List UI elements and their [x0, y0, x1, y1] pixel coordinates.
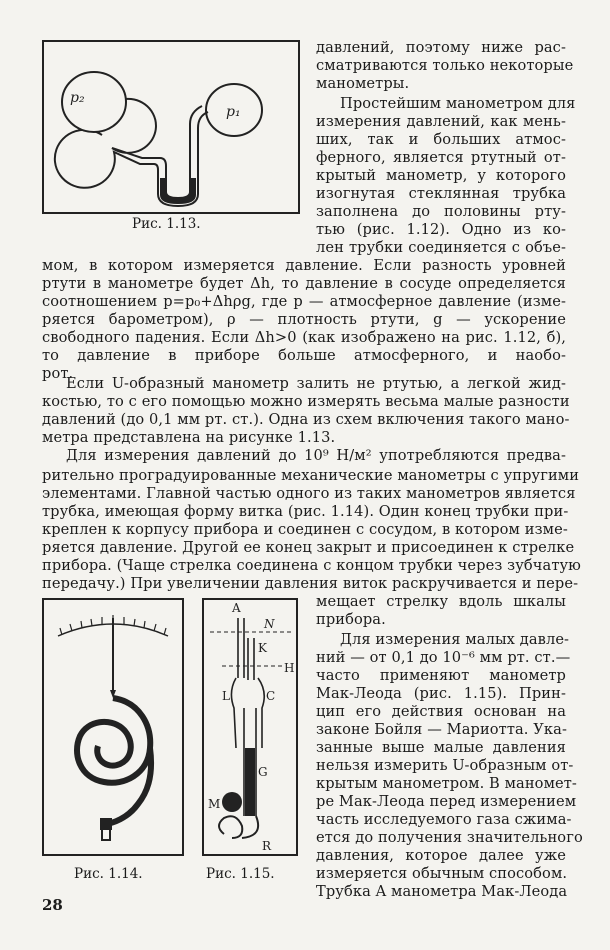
text-line: трубка, имеющая форму витка (рис. 1.14). Один конец трубки при-	[42, 503, 569, 520]
text-line: Простейшим манометром для	[340, 95, 576, 112]
text-line: тью (рис. 1.12). Одно из ко-	[316, 221, 566, 238]
text-line: крытым манометром. В маномет-	[316, 775, 577, 792]
text-line: измерения давлений, как мень-	[316, 113, 566, 130]
u-tube-manometer-diagram	[42, 40, 302, 240]
text-line: соотношением p=p₀+Δhρg, где p — атмосферное давление (изме-	[42, 293, 566, 310]
text-line: метра представлена на рисунке 1.13.	[42, 429, 336, 446]
text-line: прибора. (Чаще стрелка соединена с концом трубки через зубчатую	[42, 557, 581, 574]
text-line: ферного, является ртутный от-	[316, 149, 566, 166]
text-line: Для измерения давлений до 10⁹ Н/м² употребляются предва-	[66, 447, 566, 464]
mcleod-gauge-diagram	[202, 598, 298, 858]
bourdon-gauge-diagram	[42, 598, 184, 858]
figure-1-15	[202, 598, 298, 858]
label-m: M	[208, 797, 221, 811]
text-line: свободного падения. Если Δh>0 (как изображено на рис. 1.12, б),	[42, 329, 566, 346]
text-line: креплен к корпусу прибора и соединен с сосудом, в котором изме-	[42, 521, 568, 538]
text-line: давления, которое далее уже	[316, 847, 566, 864]
text-line: прибора.	[316, 611, 386, 628]
label-n: N	[264, 617, 275, 631]
text-line: мом, в котором измеряется давление. Если разность уровней	[42, 257, 566, 274]
text-line: измеряется обычным способом.	[316, 865, 568, 882]
figure-1-15-caption: Рис. 1.15.	[206, 866, 275, 882]
text-line: давлений (до 0,1 мм рт. ст.). Одна из схем включения такого мано-	[42, 411, 570, 428]
label-p1: p₁	[226, 104, 241, 120]
text-line: ряется давление. Другой ее конец закрыт и присоединен к стрелке	[42, 539, 575, 556]
figure-1-13-caption: Рис. 1.13.	[132, 216, 201, 232]
text-line: нельзя измерить U-образным от-	[316, 757, 574, 774]
label-g: G	[258, 765, 268, 779]
text-line: Мак-Леода (рис. 1.15). Прин-	[316, 685, 566, 702]
text-line: мещает стрелку вдоль шкалы	[316, 593, 566, 610]
text-line: Трубка A манометра Мак-Леода	[316, 883, 568, 900]
text-line: передачу.) При увеличении давления виток раскручивается и пере-	[42, 575, 579, 592]
page-number: 28	[42, 896, 63, 914]
text-line: ртути в манометре будет Δh, то давление в сосуде определяется	[42, 275, 566, 292]
label-a: A	[232, 601, 241, 615]
text-line: изогнутая стеклянная трубка	[316, 185, 566, 202]
text-line: сматриваются только некоторые	[316, 57, 574, 74]
text-line: часто применяют манометр	[316, 667, 566, 684]
text-line: Для измерения малых давле-	[340, 631, 570, 648]
text-line: костью, то с его помощью можно измерять весьма малые разности	[42, 393, 570, 410]
label-l: L	[222, 689, 230, 703]
text-line: заполнена до половины рту-	[316, 203, 566, 220]
label-p2: p₂	[70, 90, 85, 106]
text-line: рот.	[42, 365, 74, 382]
label-r: R	[262, 839, 272, 853]
text-line: давлений, поэтому ниже рас-	[316, 39, 566, 56]
text-line: крытый манометр, у которого	[316, 167, 566, 184]
text-line: цип его действия основан на	[316, 703, 566, 720]
label-k: K	[258, 641, 267, 655]
text-line: Если U-образный манометр залить не ртутью, а легкой жид-	[66, 375, 566, 392]
text-line: ний — от 0,1 до 10⁻⁶ мм рт. ст.—	[316, 649, 571, 666]
text-line: рительно проградуированные механические манометры с упругими	[42, 467, 580, 484]
label-h: H	[284, 661, 295, 675]
text-line: ших, так и больших атмос-	[316, 131, 566, 148]
text-line: ре Мак-Леода перед измерением	[316, 793, 577, 810]
text-line: ется до получения значительного	[316, 829, 583, 846]
text-line: законе Бойля — Мариотта. Ука-	[316, 721, 567, 738]
text-line: занные выше малые давления	[316, 739, 566, 756]
label-c: C	[266, 689, 276, 703]
text-line: часть исследуемого газа сжима-	[316, 811, 572, 828]
text-line: лен трубки соединяется с объе-	[316, 239, 566, 256]
text-line: элементами. Главной частью одного из таких манометров является	[42, 485, 576, 502]
figure-1-14-caption: Рис. 1.14.	[74, 866, 143, 882]
figure-1-14	[42, 598, 184, 858]
text-line: манометры.	[316, 75, 410, 92]
text-line: то давление в приборе больше атмосферного, и наобо-	[42, 347, 566, 364]
figure-1-13	[42, 40, 302, 240]
text-line: ряется барометром), ρ — плотность ртути, g — ускорение	[42, 311, 566, 328]
